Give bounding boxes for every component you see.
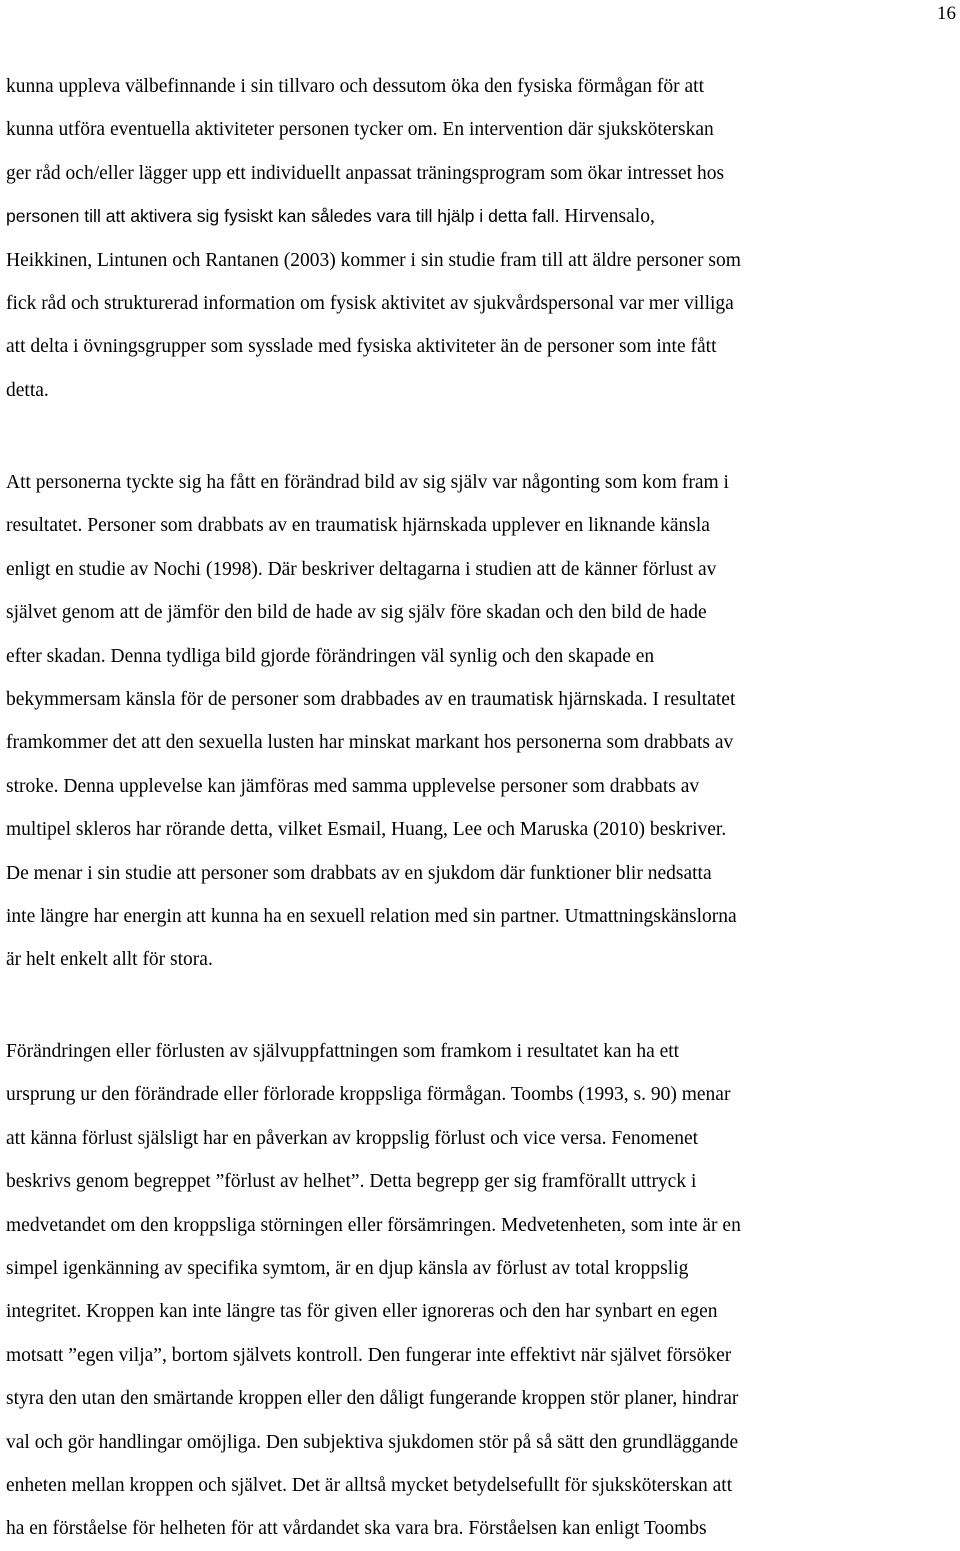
- text-run: Att personerna tyckte sig ha fått en förändrad bild av sig själv var någonting som kom fram i: [6, 472, 729, 493]
- text-line: [6, 591, 956, 634]
- text-run: styra den utan den smärtande kroppen eller den dåligt fungerande kroppen stör planer, hindrar: [6, 1388, 739, 1410]
- text-run: enheten mellan kroppen och självet. Det är alltså mycket betydelsefullt för sjuksköterskan att: [6, 1475, 733, 1497]
- text-line: [6, 635, 956, 678]
- paragraph-2: [6, 461, 956, 982]
- text-line: [6, 239, 956, 282]
- text-run: detta.: [6, 379, 49, 401]
- text-line: [6, 1247, 956, 1290]
- paragraph-1: [6, 65, 956, 412]
- text-run: Hirvensalo,: [564, 206, 655, 228]
- text-run: integritet. Kroppen kan inte längre tas för given eller ignoreras och den har synbart en egen: [6, 1301, 718, 1323]
- text-run: bekymmersam känsla för de personer som drabbades av en traumatisk hjärnskada. I resultatet: [6, 689, 736, 711]
- text-line: [6, 1507, 956, 1550]
- text-run: efter skadan. Denna tydliga bild gjorde förändringen väl synlig och den skapade en: [6, 645, 655, 667]
- text-run: beskrivs genom begreppet ”förlust av helhet”. Detta begrepp ger sig framförallt uttryck i: [6, 1171, 697, 1193]
- text-run: simpel igenkänning av specifika symtom, är en djup känsla av förlust av total kroppslig: [6, 1258, 689, 1280]
- text-run: val och gör handlingar omöjliga. Den subjektiva sjukdomen stör på så sätt den grundläggande: [6, 1431, 739, 1453]
- text-line: [6, 808, 956, 851]
- text-run: att delta i övningsgrupper som sysslade med fysiska aktiviteter än de personer som inte fått: [6, 336, 717, 358]
- text-line: [6, 325, 956, 368]
- text-line: [6, 765, 956, 808]
- text-line: [6, 1030, 956, 1073]
- text-line: [6, 369, 956, 412]
- text-run: att känna förlust själsligt har en påverkan av kroppslig förlust och vice versa. Fenomenet: [6, 1127, 699, 1149]
- text-line: [6, 895, 956, 938]
- text-line: [6, 1377, 956, 1420]
- text-line: [6, 1290, 956, 1333]
- text-run: enligt en studie av Nochi (1998). Där beskriver deltagarna i studien att de känner förlust av: [6, 558, 717, 580]
- text-line: [6, 1160, 956, 1203]
- text-run: framkommer det att den sexuella lusten har minskat markant hos personerna som drabbats av: [6, 732, 734, 754]
- text-run: ger råd och/eller lägger upp ett individuellt anpassat träningsprogram som ökar intresset hos: [6, 162, 725, 184]
- text-line: [6, 65, 956, 108]
- text-line: [6, 461, 956, 504]
- text-run: De menar i sin studie att personer som drabbats av en sjukdom där funktioner blir nedsatta: [6, 862, 712, 884]
- text-run: Heikkinen, Lintunen och Rantanen (2003) kommer i sin studie fram till att äldre personer som: [6, 249, 741, 271]
- text-line: [6, 1073, 956, 1116]
- text-run: ursprung ur den förändrade eller förlorade kroppsliga förmågan. Toombs (1993, s. 90) menar: [6, 1084, 731, 1106]
- text-run: motsatt ”egen vilja”, bortom självets kontroll. Den fungerar inte effektivt när självet försöker: [6, 1344, 732, 1366]
- text-run: självet genom att de jämför den bild de hade av sig själv före skadan och den bild de hade: [6, 602, 707, 624]
- text-line: [6, 108, 956, 151]
- paragraph-3: [6, 1030, 956, 1551]
- text-line: [6, 938, 956, 981]
- text-line: [6, 195, 956, 238]
- text-line: [6, 548, 956, 591]
- text-run: kunna utföra eventuella aktiviteter personen tycker om. En intervention där sjuksköterskan: [6, 119, 714, 141]
- text-run: resultatet. Personer som drabbats av en traumatisk hjärnskada upplever en liknande känsla: [6, 515, 710, 537]
- text-run: Förändringen eller förlusten av självuppfattningen som framkom i resultatet kan ha ett: [6, 1041, 680, 1062]
- text-line: [6, 1464, 956, 1507]
- text-line: [6, 678, 956, 721]
- text-line: [6, 504, 956, 547]
- text-line: [6, 852, 956, 895]
- text-run: multipel skleros har rörande detta, vilket Esmail, Huang, Lee och Maruska (2010) beskriver.: [6, 819, 727, 841]
- text-run: stroke. Denna upplevelse kan jämföras med samma upplevelse personer som drabbats av: [6, 775, 700, 797]
- text-run: ha en förståelse för helheten för att vårdandet ska vara bra. Förståelsen kan enligt Toombs: [6, 1518, 707, 1540]
- text-run: inte längre har energin att kunna ha en sexuell relation med sin partner. Utmattningskänslorna: [6, 906, 737, 928]
- text-line: [6, 1421, 956, 1464]
- text-line: [6, 1334, 956, 1377]
- text-run: kunna uppleva välbefinnande i sin tillvaro och dessutom öka den fysiska förmågan för att: [6, 76, 705, 97]
- text-line: [6, 152, 956, 195]
- text-run: fick råd och strukturerad information om fysisk aktivitet av sjukvårdspersonal var mer villiga: [6, 293, 734, 315]
- text-line: [6, 1204, 956, 1247]
- page-number: 16: [937, 3, 956, 24]
- text-run: medvetandet om den kroppsliga störningen eller försämringen. Medvetenheten, som inte är en: [6, 1214, 741, 1236]
- text-line: [6, 282, 956, 325]
- text-run: är helt enkelt allt för stora.: [6, 949, 213, 971]
- text-run: personen till att aktivera sig fysiskt kan således vara till hjälp i detta fall.: [6, 206, 565, 227]
- text-line: [6, 721, 956, 764]
- text-line: [6, 1117, 956, 1160]
